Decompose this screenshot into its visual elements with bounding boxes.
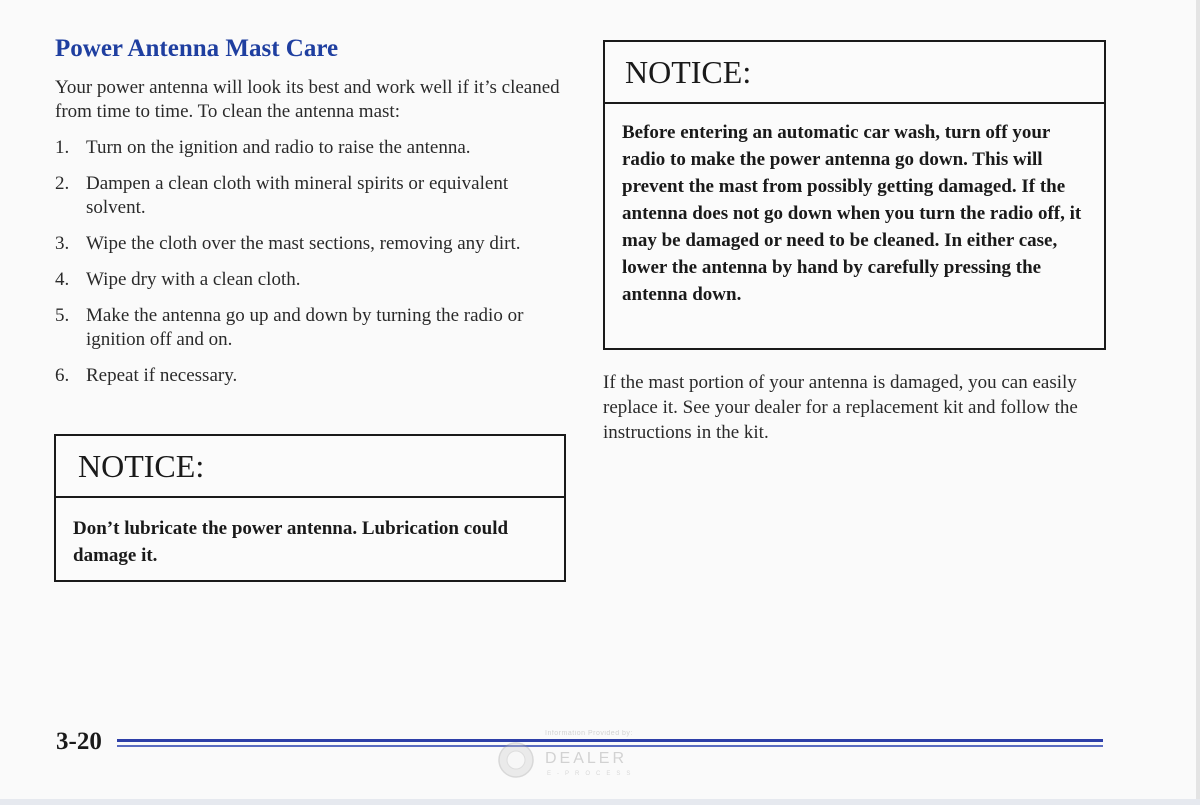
step-number: 4. — [55, 269, 70, 290]
notice-body: Before entering an automatic car wash, turn off your radio to make the power antenna go down. This will prevent the mast from possibly getting damaged. If the antenna does not go down when you turn the radio off, it may be damaged or need to be cleaned. In either case, lower the antenna by hand by carefully pressing the antenna down. — [622, 122, 1082, 305]
notice-header — [605, 42, 1104, 104]
watermark-caption: Information Provided by: — [545, 730, 633, 737]
replacement-paragraph: If the mast portion of your antenna is damaged, you can easily replace it. See your dealer for a replacement kit and follow the instructions in the kit. — [603, 372, 1078, 443]
notice-box-car-wash — [603, 40, 1106, 350]
page-edge — [0, 799, 1200, 805]
step-text: Wipe dry with a clean cloth. — [86, 269, 301, 290]
watermark-text: DEALER — [545, 750, 628, 767]
step-text: Wipe the cloth over the mast sections, removing any dirt. — [86, 233, 521, 254]
notice-title: NOTICE: — [625, 53, 752, 90]
step-number: 2. — [55, 173, 70, 194]
step-number: 1. — [55, 137, 70, 158]
step-text: Make the antenna go up and down by turning the radio or ignition off and on. — [86, 305, 524, 350]
watermark-subtext: E-PROCESS — [547, 771, 637, 777]
notice-header — [56, 436, 564, 498]
list-item — [55, 268, 565, 292]
list-item — [55, 304, 565, 352]
intro-paragraph: Your power antenna will look its best and work well if it’s cleaned from time to time. To clean the antenna mast: — [55, 77, 560, 122]
dealer-watermark-logo — [495, 730, 695, 780]
notice-title: NOTICE: — [78, 447, 205, 484]
section-title: Power Antenna Mast Care — [55, 35, 339, 62]
notice-body: Don’t lubricate the power antenna. Lubrication could damage it. — [73, 518, 509, 566]
watermark-icon — [495, 730, 695, 780]
step-text: Turn on the ignition and radio to raise the antenna. — [86, 137, 471, 158]
list-item — [55, 136, 565, 160]
step-number: 6. — [55, 365, 70, 386]
notice-box-lubrication — [54, 434, 566, 582]
step-text: Repeat if necessary. — [86, 365, 238, 386]
list-item — [55, 172, 565, 220]
list-item — [55, 364, 565, 388]
steps-list — [55, 136, 565, 400]
page-edge — [1196, 0, 1200, 805]
page-number: 3-20 — [56, 728, 102, 755]
list-item — [55, 232, 565, 256]
step-text: Dampen a clean cloth with mineral spirits or equivalent solvent. — [86, 173, 509, 218]
step-number: 5. — [55, 305, 70, 326]
step-number: 3. — [55, 233, 70, 254]
